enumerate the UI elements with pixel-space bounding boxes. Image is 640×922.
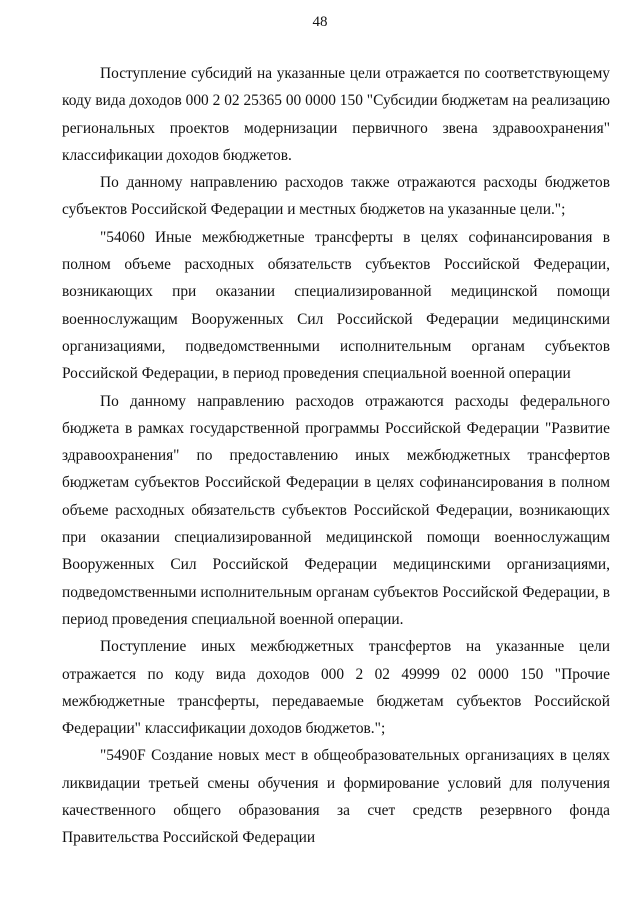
paragraph-regional-expenses: По данному направлению расходов также отражаются расходы бюджетов субъектов Российской Федерации и местных бюджетов на указанные цели."; <box>62 174 610 219</box>
paragraph-subsidy-receipt: Поступление субсидий на указанные цели отражается по соответствующему коду вида доходов 000 2 02 25365 00 0000 150 "Субсидии бюджетам на реализацию региональных проектов модернизации первичного звена здравоохранения" классификации доходов бюджетов. <box>62 65 610 164</box>
document-body <box>62 60 610 852</box>
paragraph-54060-description: По данному направлению расходов отражаются расходы федерального бюджета в рамках государственной программы Российской Федерации "Развитие здравоохранения" по предоставлению иных межбюджетных трансфертов бюджетам субъектов Российской Федерации в целях софинансирования в полном объеме расходных обязательств субъектов Российской Федерации, возникающих при оказании специализированной медицинской помощи военнослужащим Вооруженных Сил Российской Федерации медицинскими организациями, подведомственными исполнительным органам субъектов Российской Федерации, в период проведения специальной военной операции. <box>62 392 610 628</box>
paragraph-5490f-heading: "5490F Создание новых мест в общеобразовательных организациях в целях ликвидации третьей смены обучения и формирование условий для получения качественного общего образования за счет средств резервного фонда Правительства Российской Федерации <box>62 747 610 847</box>
paragraph-transfer-receipt: Поступление иных межбюджетных трансфертов на указанные цели отражается по коду вида доходов 000 2 02 49999 02 0000 150 "Прочие межбюджетные трансферты, передаваемые бюджетам субъектов Российской Федерации" классификации доходов бюджетов."; <box>62 638 610 738</box>
page-number: 48 <box>312 14 328 30</box>
paragraph-54060-heading: "54060 Иные межбюджетные трансферты в целях софинансирования в полном объеме расходных обязательств субъектов Российской Федерации, возникающих при оказании специализированной медицинской помощи военнослужащим Вооруженных Сил Российской Федерации медицинскими организациями, подведомственными исполнительным органам субъектов Российской Федерации, в период проведения специальной военной операции <box>62 228 610 383</box>
